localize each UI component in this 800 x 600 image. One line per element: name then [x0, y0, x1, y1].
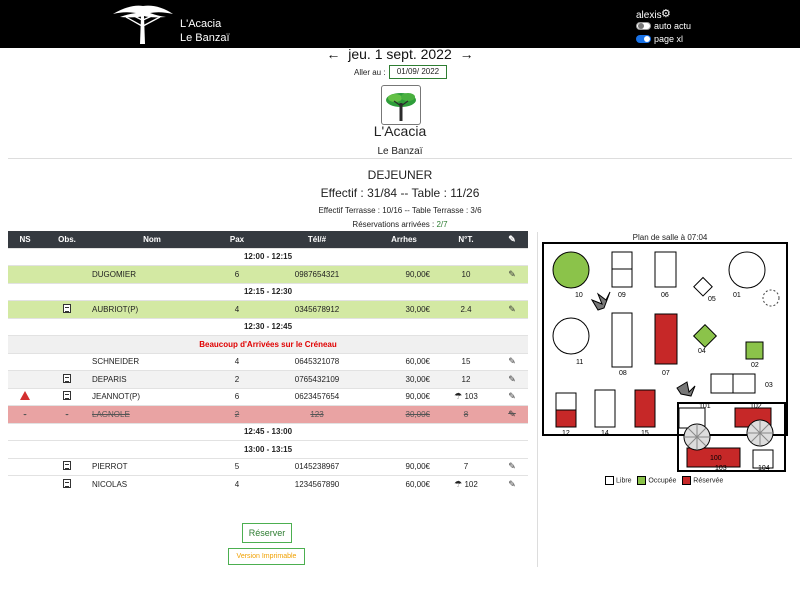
phone-number: 0345678912 — [262, 301, 372, 319]
table-row[interactable] — [8, 476, 528, 494]
legend-free-swatch — [605, 476, 614, 485]
guest-name[interactable]: PIERROT — [92, 458, 212, 476]
guest-name[interactable]: SCHNEIDER — [92, 353, 212, 371]
table-label: 15 — [641, 430, 649, 437]
next-day-arrow-icon[interactable]: → — [459, 46, 474, 62]
pencil-icon: ✎ — [508, 233, 516, 244]
restaurant-subname: Le Banzaï — [377, 146, 423, 157]
tree-logo-icon — [382, 86, 420, 124]
pax-count: 4 — [212, 476, 262, 494]
deposit-amount: 90,00€ — [372, 266, 436, 284]
print-version-button[interactable]: Version Imprimable — [228, 548, 305, 565]
user-name[interactable]: alexis — [636, 10, 662, 21]
time-slot-row — [8, 441, 528, 459]
deposit-amount: 30,00€ — [372, 406, 436, 424]
deposit-amount: 30,00€ — [372, 301, 436, 319]
table-row[interactable] — [8, 371, 528, 389]
table-row[interactable] — [8, 301, 528, 319]
table-label: 102 — [750, 403, 762, 410]
phone-number: 0145238967 — [262, 458, 372, 476]
page-xl-toggle[interactable] — [636, 35, 651, 43]
notes-document-icon[interactable] — [63, 391, 71, 400]
table-05[interactable] — [694, 278, 712, 296]
arrivals-value: 2/7 — [436, 220, 448, 229]
obs-value: - — [65, 409, 69, 419]
col-edit — [496, 231, 528, 248]
table-04[interactable] — [694, 325, 717, 348]
table-label: 101 — [699, 403, 711, 410]
table-row[interactable] — [8, 388, 528, 406]
column-divider — [537, 232, 538, 567]
pax-count: 2 — [212, 371, 262, 389]
edit-cell — [496, 406, 528, 424]
time-slot-row — [8, 283, 528, 301]
goto-date-label: Aller au : — [354, 68, 386, 77]
parasol-icon: ☂ — [454, 391, 463, 402]
phone-number: 123 — [262, 406, 372, 424]
table-number: 7 — [463, 462, 469, 472]
obs-cell — [42, 388, 92, 406]
guest-name[interactable]: LAGNOLE — [92, 406, 212, 424]
ns-cell — [8, 353, 42, 371]
edit-pencil-icon[interactable]: ✎ — [508, 303, 516, 314]
plant-icon — [677, 382, 695, 396]
table-15[interactable] — [635, 390, 655, 427]
obs-cell — [42, 476, 92, 494]
table-label: 12 — [562, 430, 570, 437]
slot-warning: Beaucoup d'Arrivées sur le Créneau — [8, 336, 528, 354]
table-number-cell — [436, 371, 496, 389]
ns-cell — [8, 266, 42, 284]
brand-subname: Le Banzaï — [180, 32, 230, 44]
table-label: 04 — [698, 348, 706, 355]
table-number-cell — [436, 266, 496, 284]
restaurant-name: L'Acacia — [373, 123, 427, 139]
edit-cell — [496, 266, 528, 284]
reservations-body — [8, 248, 528, 493]
edit-pencil-icon[interactable]: ✎ — [508, 408, 516, 419]
guest-name[interactable]: DUGOMIER — [92, 266, 212, 284]
table-number-cell — [436, 476, 496, 494]
obs-cell — [42, 458, 92, 476]
table-label: 104 — [758, 465, 770, 472]
table-label: 02 — [751, 362, 759, 369]
deposit-amount: 60,00€ — [372, 476, 436, 494]
table-label: 09 — [618, 292, 626, 299]
time-slot-row — [8, 318, 528, 336]
acacia-tree-logo — [110, 2, 176, 46]
ns-cell — [8, 406, 42, 424]
obs-cell — [42, 301, 92, 319]
table-row[interactable] — [8, 458, 528, 476]
time-slot: 12:30 - 12:45 — [8, 318, 528, 336]
legend-reserved: Réservée — [693, 477, 724, 485]
col-pax[interactable]: Pax — [212, 231, 262, 248]
edit-cell — [496, 458, 528, 476]
table-label: 14 — [601, 430, 609, 437]
table-14[interactable] — [595, 390, 615, 427]
edit-pencil-icon[interactable]: ✎ — [508, 479, 516, 489]
ns-cell — [8, 388, 42, 406]
table-number-cell — [436, 406, 496, 424]
floor-plan-title: Plan de salle à 07:04 — [632, 233, 708, 242]
divider — [8, 158, 792, 159]
edit-cell — [496, 476, 528, 494]
table-12[interactable] — [556, 410, 576, 427]
pax-count: 4 — [212, 301, 262, 319]
pax-count: 6 — [212, 266, 262, 284]
table-label: 103 — [715, 465, 727, 472]
page-xl-label: page xl — [654, 34, 684, 44]
guest-name[interactable]: JEANNOT(P) — [92, 388, 212, 406]
table-row[interactable] — [8, 353, 528, 371]
table-08[interactable] — [612, 313, 632, 367]
terrasse-summary: Effectif Terrasse : 10/16 -- Table Terrasse : 3/6 — [318, 206, 482, 215]
table-01[interactable] — [729, 252, 765, 288]
time-slot: 12:00 - 12:15 — [8, 248, 528, 266]
floor-plan — [540, 240, 792, 472]
table-07[interactable] — [655, 314, 677, 364]
table-label: 100 — [710, 455, 722, 462]
table-label: 06 — [661, 292, 669, 299]
table-09[interactable] — [612, 252, 632, 269]
ns-cell — [8, 301, 42, 319]
time-slot: 12:45 - 13:00 — [8, 423, 528, 441]
time-slot: 13:00 - 13:15 — [8, 441, 528, 459]
parasol-icon: ☂ — [454, 479, 463, 489]
table-number-cell — [436, 301, 496, 319]
edit-cell — [496, 301, 528, 319]
table-row[interactable] — [8, 266, 528, 284]
guest-name[interactable]: NICOLAS — [92, 476, 212, 494]
plant-icon — [763, 290, 779, 306]
plant-icon — [592, 292, 610, 310]
time-slot-row — [8, 248, 528, 266]
pax-count: 6 — [212, 388, 262, 406]
table-number-cell — [436, 353, 496, 371]
col-ns[interactable]: NS — [8, 231, 42, 248]
auto-refresh-label: auto actu — [654, 21, 692, 31]
col-table-number[interactable]: N°T. — [436, 231, 496, 248]
table-03[interactable] — [711, 374, 733, 393]
table-label: 01 — [733, 292, 741, 299]
col-arrhes[interactable]: Arrhes — [372, 231, 436, 248]
edit-cell — [496, 371, 528, 389]
table-number: 12 — [461, 374, 471, 384]
obs-cell — [42, 266, 92, 284]
table-label: 07 — [662, 370, 670, 377]
deposit-amount: 90,00€ — [372, 388, 436, 406]
table-02[interactable] — [746, 342, 763, 359]
ns-cell — [8, 476, 42, 494]
settings-gear-icon[interactable]: ⚙ — [661, 8, 671, 20]
top-bar — [0, 0, 800, 48]
deposit-amount: 30,00€ — [372, 371, 436, 389]
table-row[interactable] — [8, 406, 528, 424]
time-slot-row — [8, 423, 528, 441]
table-number: 8 — [463, 409, 469, 419]
table-number: 103 — [464, 392, 478, 402]
table-number: 102 — [464, 480, 478, 489]
notes-document-icon[interactable] — [63, 461, 71, 470]
phone-number: 1234567890 — [262, 476, 372, 494]
table-number: 10 — [461, 269, 471, 279]
ns-value: - — [23, 409, 27, 419]
goto-date-input[interactable]: 01/09/ 2022 — [389, 65, 447, 79]
reservations-table — [8, 231, 528, 493]
edit-cell — [496, 353, 528, 371]
obs-cell — [42, 353, 92, 371]
no-show-alert-icon — [20, 391, 30, 400]
notes-document-icon[interactable] — [63, 304, 71, 313]
arrivals-label: Réservations arrivées : — [352, 220, 437, 229]
plan-legend — [605, 476, 723, 485]
table-11[interactable] — [553, 318, 589, 354]
pax-count: 2 — [212, 406, 262, 424]
obs-cell — [42, 371, 92, 389]
effectif-summary: Effectif : 31/84 -- Table : 11/26 — [320, 186, 480, 200]
table-label: 10 — [575, 292, 583, 299]
legend-reserved-swatch — [682, 476, 691, 485]
table-label: 11 — [576, 359, 584, 366]
restaurant-logo — [381, 85, 421, 125]
col-obs[interactable]: Obs. — [42, 231, 92, 248]
edit-pencil-icon[interactable]: ✎ — [508, 461, 516, 472]
guest-name[interactable]: DEPARIS — [92, 371, 212, 389]
col-tel[interactable]: Tél/# — [262, 231, 372, 248]
edit-cell — [496, 388, 528, 406]
edit-pencil-icon[interactable]: ✎ — [508, 268, 516, 279]
col-nom[interactable]: Nom — [92, 231, 212, 248]
legend-free: Libre — [616, 477, 632, 485]
date-navigation — [0, 46, 800, 62]
pax-count: 5 — [212, 458, 262, 476]
table-06[interactable] — [655, 252, 676, 287]
time-slot: 12:15 - 12:30 — [8, 283, 528, 301]
legend-occupied-swatch — [637, 476, 646, 485]
reserve-button[interactable]: Réserver — [242, 523, 292, 543]
phone-number: 0987654321 — [262, 266, 372, 284]
current-date: jeu. 1 sept. 2022 — [348, 46, 452, 62]
pax-count: 4 — [212, 353, 262, 371]
edit-pencil-icon[interactable]: ✎ — [508, 391, 516, 402]
previous-day-arrow-icon[interactable]: ← — [326, 46, 341, 62]
table-number-cell — [436, 388, 496, 406]
warning-row — [8, 336, 528, 354]
phone-number: 0645321078 — [262, 353, 372, 371]
auto-refresh-toggle[interactable] — [636, 22, 651, 30]
notes-document-icon[interactable] — [63, 479, 71, 488]
phone-number: 0765432109 — [262, 371, 372, 389]
edit-pencil-icon[interactable]: ✎ — [508, 356, 516, 367]
table-number-cell — [436, 458, 496, 476]
ns-cell — [8, 371, 42, 389]
ns-cell — [8, 458, 42, 476]
edit-pencil-icon[interactable]: ✎ — [508, 373, 516, 384]
table-10[interactable] — [553, 252, 589, 288]
guest-name[interactable]: AUBRIOT(P) — [92, 301, 212, 319]
table-label: 03 — [765, 382, 773, 389]
deposit-amount: 90,00€ — [372, 458, 436, 476]
table-header-row — [8, 231, 528, 248]
arrivals-summary — [0, 220, 800, 229]
notes-document-icon[interactable] — [63, 374, 71, 383]
service-name: DEJEUNER — [367, 168, 433, 182]
obs-cell — [42, 406, 92, 424]
deposit-amount: 60,00€ — [372, 353, 436, 371]
table-number: 2.4 — [460, 304, 472, 314]
brand-name: L'Acacia — [180, 18, 222, 30]
table-label: 08 — [619, 370, 627, 377]
legend-occupied: Occupée — [648, 477, 677, 485]
table-number: 15 — [461, 357, 471, 367]
phone-number: 0623457654 — [262, 388, 372, 406]
table-label: 05 — [708, 296, 716, 303]
